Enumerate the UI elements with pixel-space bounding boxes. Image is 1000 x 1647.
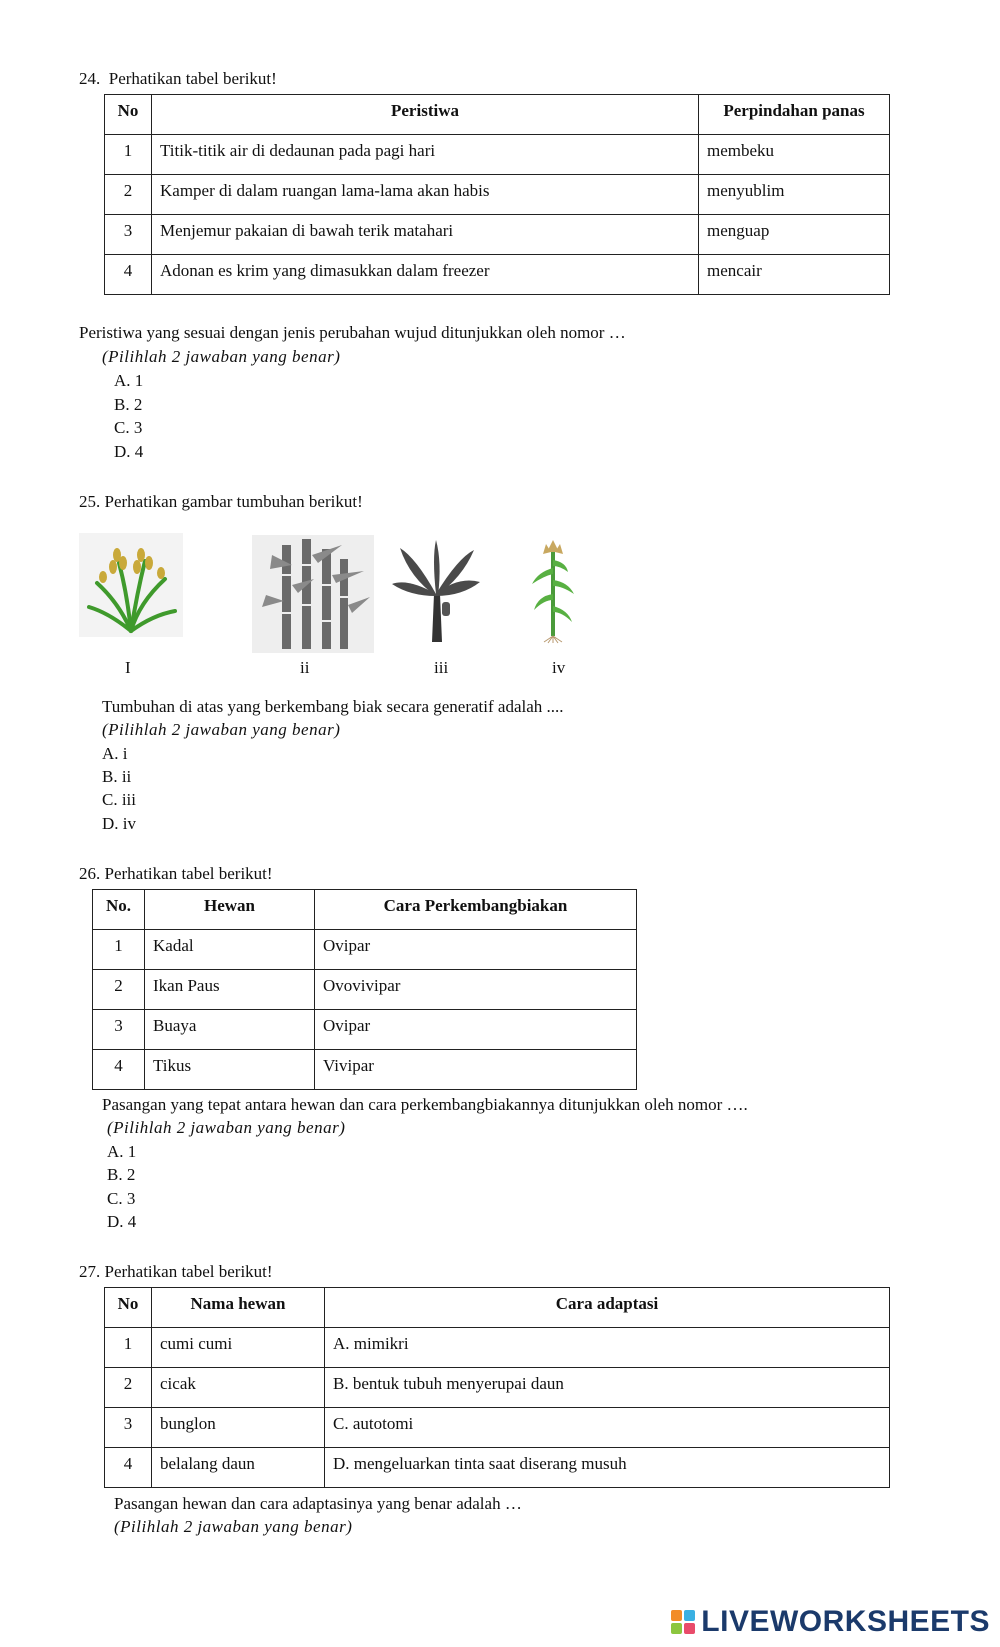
table-row xyxy=(105,175,890,215)
q26-prompt: 26. Perhatikan tabel berikut! xyxy=(79,864,273,883)
table-cell: menguap xyxy=(699,215,890,255)
q24-option-d[interactable]: D. 4 xyxy=(114,442,144,461)
table-cell: belalang daun xyxy=(152,1448,325,1488)
table-cell: cicak xyxy=(152,1368,325,1408)
plant-label-iv: iv xyxy=(552,658,566,677)
table-row xyxy=(105,255,890,295)
table-row xyxy=(93,930,637,970)
table-cell: Menjemur pakaian di bawah terik matahari xyxy=(152,215,699,255)
table-row xyxy=(105,1368,890,1408)
table-cell: Tikus xyxy=(145,1050,315,1090)
table-header-cell: Peristiwa xyxy=(152,95,699,135)
q27-instruction: (Pilihlah 2 jawaban yang benar) xyxy=(114,1517,353,1536)
liveworksheets-logo[interactable] xyxy=(671,1605,990,1639)
q24-prompt: Perhatikan tabel berikut! xyxy=(108,69,277,88)
table-cell: Kadal xyxy=(145,930,315,970)
table-header-row xyxy=(105,1288,890,1328)
plant-label-i: I xyxy=(125,658,131,677)
table-cell: C. autotomi xyxy=(325,1408,890,1448)
q24-option-c[interactable]: C. 3 xyxy=(114,418,143,437)
table-header-cell: Nama hewan xyxy=(152,1288,325,1328)
q24-title xyxy=(79,69,277,89)
q25-question: Tumbuhan di atas yang berkembang biak secara generatif adalah .... xyxy=(102,697,564,716)
table-header-cell: Cara Perkembangbiakan xyxy=(315,890,637,930)
plant-label-iii: iii xyxy=(434,658,449,677)
table-row xyxy=(93,1010,637,1050)
table-cell: A. mimikri xyxy=(325,1328,890,1368)
table-row xyxy=(93,1050,637,1090)
q24-number: 24. xyxy=(79,69,101,88)
bamboo-plant-image xyxy=(252,535,374,653)
table-row xyxy=(105,1448,890,1488)
table-cell: 2 xyxy=(93,970,145,1010)
q25-option-d[interactable]: D. iv xyxy=(102,814,136,833)
table-cell: Kamper di dalam ruangan lama-lama akan habis xyxy=(152,175,699,215)
table-cell: Titik-titik air di dedaunan pada pagi hari xyxy=(152,135,699,175)
q25-option-a[interactable]: A. i xyxy=(102,744,128,763)
corn-plant-image xyxy=(528,538,578,644)
q26-option-d[interactable]: D. 4 xyxy=(107,1212,137,1231)
q27-prompt: 27. Perhatikan tabel berikut! xyxy=(79,1262,273,1281)
q27-table xyxy=(104,1287,890,1488)
table-cell: 1 xyxy=(93,930,145,970)
q27-question: Pasangan hewan dan cara adaptasinya yang benar adalah … xyxy=(114,1494,522,1513)
table-header-cell: No xyxy=(105,1288,152,1328)
table-header-cell: No. xyxy=(93,890,145,930)
table-cell: 4 xyxy=(93,1050,145,1090)
table-cell: 3 xyxy=(105,215,152,255)
table-header-row xyxy=(105,95,890,135)
table-row xyxy=(93,970,637,1010)
q25-option-c[interactable]: C. iii xyxy=(102,790,137,809)
table-cell: Ovovivipar xyxy=(315,970,637,1010)
table-cell: mencair xyxy=(699,255,890,295)
table-header-cell: Cara adaptasi xyxy=(325,1288,890,1328)
rice-plant-image xyxy=(79,533,183,637)
q24-option-a[interactable]: A. 1 xyxy=(114,371,144,390)
table-cell: Vivipar xyxy=(315,1050,637,1090)
q26-option-a[interactable]: A. 1 xyxy=(107,1142,137,1161)
table-cell: Ikan Paus xyxy=(145,970,315,1010)
q26-instruction: (Pilihlah 2 jawaban yang benar) xyxy=(107,1118,346,1137)
table-cell: 3 xyxy=(93,1010,145,1050)
table-cell: 4 xyxy=(105,1448,152,1488)
table-cell: 2 xyxy=(105,1368,152,1408)
table-row xyxy=(105,215,890,255)
table-cell: 4 xyxy=(105,255,152,295)
table-cell: Ovipar xyxy=(315,930,637,970)
table-cell: membeku xyxy=(699,135,890,175)
table-row xyxy=(105,1328,890,1368)
table-cell: menyublim xyxy=(699,175,890,215)
logo-text: LIVEWORKSHEETS xyxy=(701,1605,990,1638)
table-cell: 1 xyxy=(105,135,152,175)
table-header-cell: Perpindahan panas xyxy=(699,95,890,135)
table-cell: bunglon xyxy=(152,1408,325,1448)
table-cell: 1 xyxy=(105,1328,152,1368)
q25-prompt: 25. Perhatikan gambar tumbuhan berikut! xyxy=(79,492,363,511)
q26-option-c[interactable]: C. 3 xyxy=(107,1189,136,1208)
table-header-cell: Hewan xyxy=(145,890,315,930)
table-header-cell: No xyxy=(105,95,152,135)
q25-option-b[interactable]: B. ii xyxy=(102,767,132,786)
q26-question: Pasangan yang tepat antara hewan dan cara perkembangbiakannya ditunjukkan oleh nomor …. xyxy=(102,1095,748,1114)
table-cell: cumi cumi xyxy=(152,1328,325,1368)
table-row xyxy=(105,1408,890,1448)
table-cell: Adonan es krim yang dimasukkan dalam freezer xyxy=(152,255,699,295)
banana-plant-image xyxy=(388,538,484,644)
q26-option-b[interactable]: B. 2 xyxy=(107,1165,136,1184)
table-cell: 2 xyxy=(105,175,152,215)
table-cell: Ovipar xyxy=(315,1010,637,1050)
table-cell: B. bentuk tubuh menyerupai daun xyxy=(325,1368,890,1408)
q24-option-b[interactable]: B. 2 xyxy=(114,395,143,414)
q24-instruction: (Pilihlah 2 jawaban yang benar) xyxy=(102,347,341,366)
q24-question: Peristiwa yang sesuai dengan jenis perubahan wujud ditunjukkan oleh nomor … xyxy=(79,323,626,342)
logo-blocks-icon xyxy=(671,1610,697,1636)
plant-label-ii: ii xyxy=(300,658,310,677)
table-row xyxy=(105,135,890,175)
q26-table xyxy=(92,889,637,1090)
table-cell: 3 xyxy=(105,1408,152,1448)
table-cell: D. mengeluarkan tinta saat diserang musuh xyxy=(325,1448,890,1488)
q24-table xyxy=(104,94,890,295)
table-header-row xyxy=(93,890,637,930)
table-cell: Buaya xyxy=(145,1010,315,1050)
q25-instruction: (Pilihlah 2 jawaban yang benar) xyxy=(102,720,341,739)
